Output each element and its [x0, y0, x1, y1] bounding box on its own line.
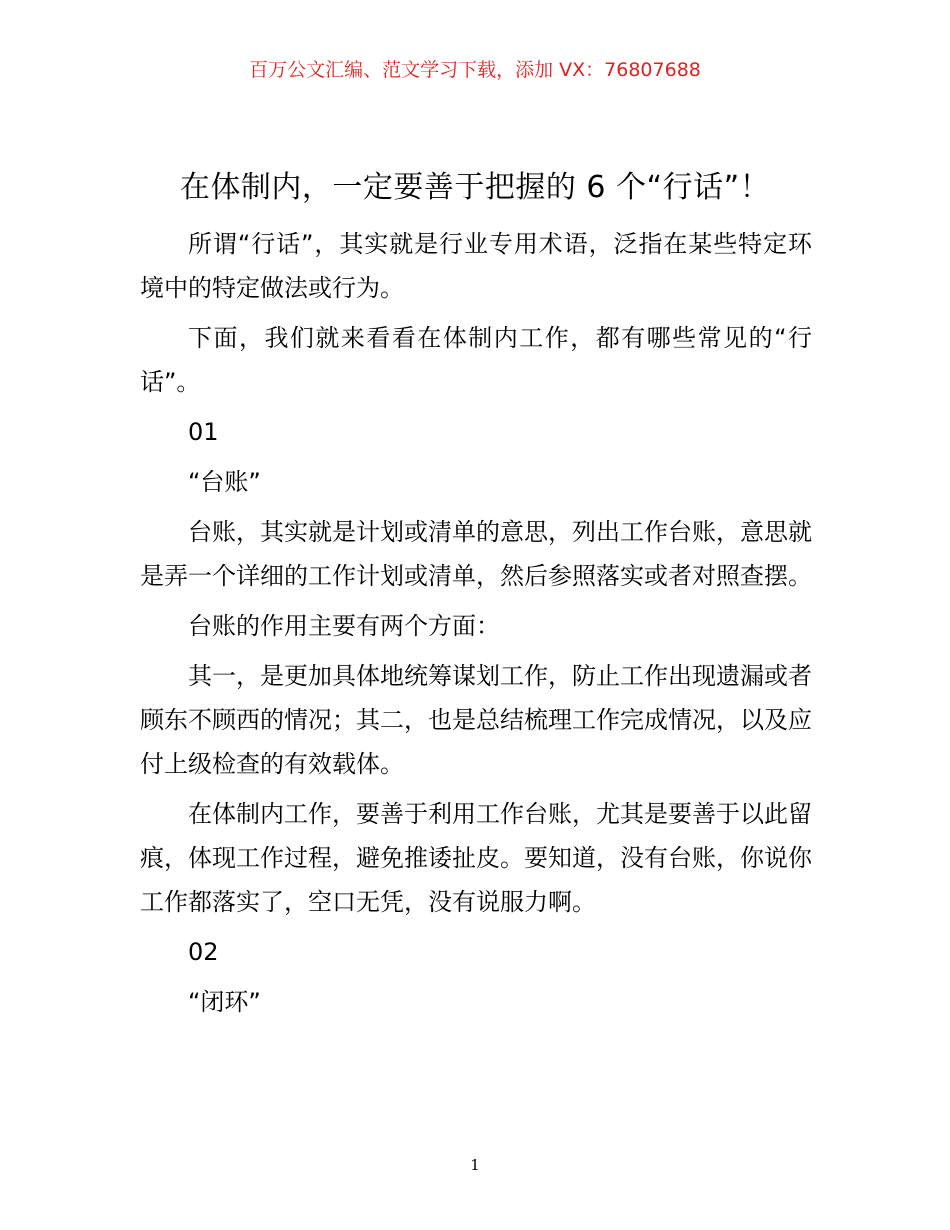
paragraph-intro: 所谓“行话”，其实就是行业专用术语，泛指在某些特定环境中的特定做法或行为。	[140, 230, 812, 302]
section-number-02: 02	[188, 938, 219, 966]
paragraph-taizhang-definition: 台账，其实就是计划或清单的意思，列出工作台账，意思就是弄一个详细的工作计划或清单，然后参照落实或者对照查摆。	[140, 518, 812, 590]
section-title-taizhang: “台账”	[188, 468, 261, 496]
paragraph-lead-in: 下面，我们就来看看在体制内工作，都有哪些常见的“行话”。	[140, 324, 812, 396]
document-title: 在体制内，一定要善于把握的 6 个“行话”！	[179, 170, 771, 205]
section-title-bihuan: “闭环”	[188, 988, 261, 1016]
paragraph-taizhang-points: 其一，是更加具体地统筹谋划工作，防止工作出现遗漏或者顾东不顾西的情况；其二，也是总结梳理工作完成情况，以及应付上级检查的有效载体。	[140, 662, 812, 778]
page-number: 1	[470, 1156, 480, 1174]
document-body	[140, 222, 812, 1030]
section-number-01: 01	[188, 418, 219, 446]
paragraph-taizhang-advice: 在体制内工作，要善于利用工作台账，尤其是要善于以此留痕，体现工作过程，避免推诿扯皮。要知道，没有台账，你说你工作都落实了，空口无凭，没有说服力啊。	[140, 800, 812, 916]
header-note: 百万公文汇编、范文学习下载，添加 VX：76807688	[249, 59, 701, 81]
paragraph-taizhang-functions: 台账的作用主要有两个方面：	[188, 612, 500, 640]
